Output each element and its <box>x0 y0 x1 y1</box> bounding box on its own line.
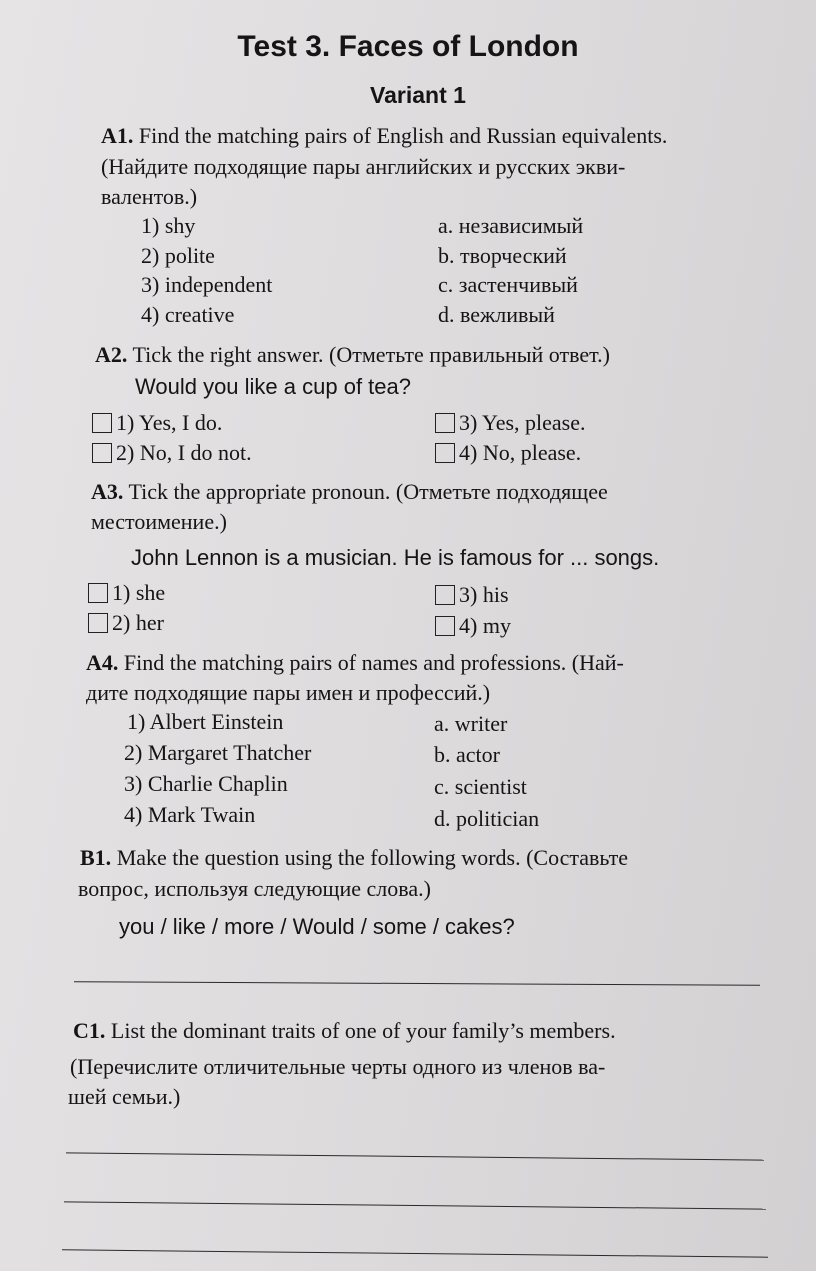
a1-left-item: 4) creative <box>141 302 235 327</box>
a4-instruction-text: Find the matching pairs of names and professions. (Най- <box>123 650 624 675</box>
a4-right-item: c. scientist <box>434 774 527 799</box>
a3-sentence: John Lennon is a musician. He is famous for ... songs. <box>131 545 660 570</box>
checkbox[interactable] <box>92 413 112 433</box>
a1-left-item: 3) independent <box>141 272 273 297</box>
a1-instruction-ru-line1: (Найдите подходящие пары английских и русских экви- <box>101 154 626 179</box>
checkbox[interactable] <box>88 583 108 603</box>
a2-label: A2. <box>95 342 128 367</box>
a3-instruction-line2: местоимение.) <box>91 509 227 534</box>
a4-right-item: b. actor <box>434 742 500 767</box>
checkbox[interactable] <box>435 585 455 605</box>
a4-right-item: a. writer <box>434 711 508 736</box>
c1-instruction-text: List the dominant traits of one of your family’s members. <box>110 1018 616 1043</box>
a1-left-item: 1) shy <box>141 213 196 238</box>
checkbox[interactable] <box>92 443 112 463</box>
a1-right-item: b. творческий <box>438 243 567 268</box>
c1-answer-line[interactable] <box>62 1249 768 1257</box>
a1-left-item: 2) polite <box>141 243 215 268</box>
a4-right-item: d. politician <box>434 806 540 831</box>
b1-words: you / like / more / Would / some / cakes? <box>119 914 515 939</box>
a3-option-4[interactable]: 4) my <box>435 613 511 639</box>
c1-answer-line[interactable] <box>64 1201 766 1209</box>
checkbox[interactable] <box>435 616 455 636</box>
a4-instruction-line1 <box>86 648 624 677</box>
b1-instruction-text: Make the question using the following words. (Составьте <box>116 845 629 870</box>
a3-option-2[interactable]: 2) her <box>88 610 164 636</box>
a1-instruction-ru-line2: валентов.) <box>101 184 198 209</box>
a1-label: A1. <box>101 123 134 148</box>
variant-heading: Variant 1 <box>370 82 466 108</box>
a1-right-item: c. застенчивый <box>438 272 578 297</box>
a3-option-3[interactable]: 3) his <box>435 582 509 608</box>
c1-label: C1. <box>73 1018 106 1043</box>
a4-label: A4. <box>86 650 119 675</box>
checkbox[interactable] <box>435 413 455 433</box>
a3-option-1[interactable]: 1) she <box>88 580 165 606</box>
a2-option-1[interactable]: 1) Yes, I do. <box>92 410 222 436</box>
checkbox[interactable] <box>435 443 455 463</box>
a3-label: A3. <box>91 479 124 504</box>
a1-instruction-en: Find the matching pairs of English and Russian equivalents. <box>138 123 668 148</box>
a1-right-item: d. вежливый <box>438 302 555 327</box>
a4-left-item: 4) Mark Twain <box>124 802 256 827</box>
c1-answer-line[interactable] <box>66 1152 764 1160</box>
a2-instruction <box>95 340 610 369</box>
a2-option-3[interactable]: 3) Yes, please. <box>435 410 586 436</box>
b1-instruction-line1 <box>80 843 628 872</box>
a1-right-item: a. независимый <box>438 213 584 238</box>
c1-instruction-line1 <box>73 1016 616 1045</box>
page-title: Test 3. Faces of London <box>237 30 579 63</box>
a1-instruction-line1 <box>101 121 667 150</box>
b1-label: B1. <box>80 845 112 870</box>
checkbox[interactable] <box>88 613 108 633</box>
a2-option-4[interactable]: 4) No, please. <box>435 440 581 466</box>
a4-left-item: 2) Margaret Thatcher <box>124 740 312 765</box>
c1-instruction-line3: шей семьи.) <box>68 1084 181 1109</box>
b1-instruction-line2: вопрос, используя следующие слова.) <box>78 876 431 901</box>
a4-left-item: 3) Charlie Chaplin <box>124 771 288 796</box>
a3-instruction-text: Tick the appropriate pronoun. (Отметьте подходящее <box>128 479 608 504</box>
a3-instruction-line1 <box>91 477 608 506</box>
c1-instruction-line2: (Перечислите отличительные черты одного из членов ва- <box>70 1054 606 1079</box>
b1-answer-line[interactable] <box>74 981 760 986</box>
a2-option-2[interactable]: 2) No, I do not. <box>92 440 252 466</box>
a2-instruction-text: Tick the right answer. (Отметьте правильный ответ.) <box>132 342 610 367</box>
a2-question: Would you like a cup of tea? <box>135 374 411 399</box>
a4-left-item: 1) Albert Einstein <box>127 709 284 734</box>
a4-instruction-line2: дите подходящие пары имен и профессий.) <box>86 680 491 705</box>
